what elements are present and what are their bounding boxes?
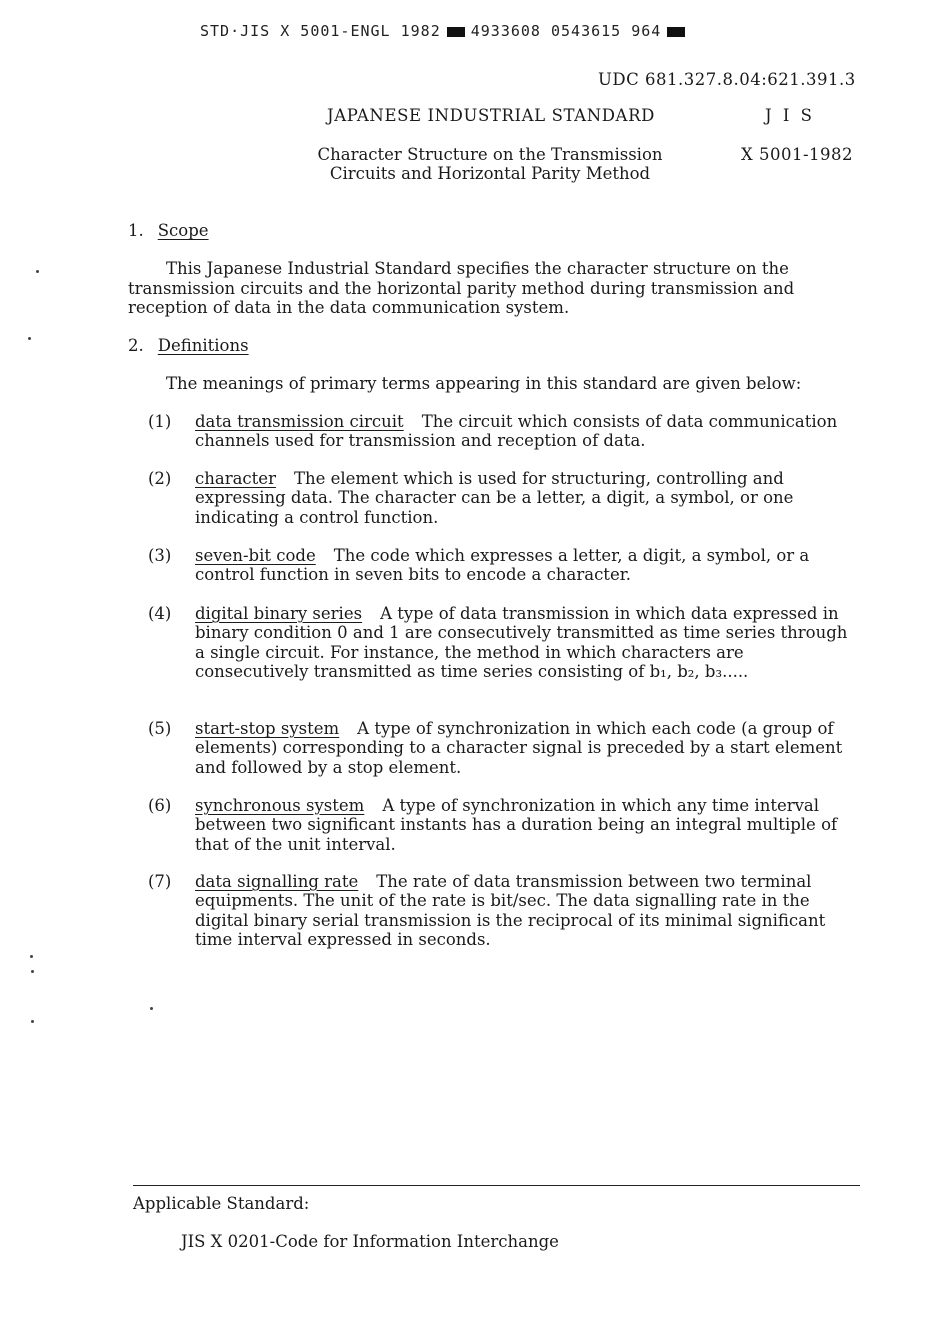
definition-term: digital binary series [195,604,363,623]
udc-code: UDC 681.327.8.04:621.391.3 [598,70,856,89]
definition-item [148,872,848,949]
definition-text: A type of synchronization in which each code (a group of elements) corresponding to a character signal is preceded by a start element and followed by a stop element. [195,719,843,777]
definitions-intro: The meanings of primary terms appearing in this standard are given below: [166,374,802,393]
scan-speck [30,955,33,958]
definition-item [148,604,848,681]
definition-number: (6) [148,796,172,815]
document-stamp [200,22,691,40]
stamp-block-mark [447,27,465,37]
definition-term: start-stop system [195,719,340,738]
stamp-code: STD·JIS X 5001-ENGL 1982 [200,22,441,40]
stamp-serial: 4933608 0543615 964 [470,22,662,40]
definition-text: The circuit which consists of data communication channels used for transmission and reception of data. [195,412,838,451]
definition-item [148,469,848,527]
document-title: Character Structure on the Transmission Circuits and Horizontal Parity Method [317,145,663,183]
definition-term: data transmission circuit [195,412,404,431]
jis-mark: J I S [765,106,815,125]
scan-speck [150,1007,153,1010]
scan-speck [28,337,31,340]
definition-term: synchronous system [195,796,365,815]
definition-number: (7) [148,872,172,891]
definition-text: The rate of data transmission between two terminal equipments. The unit of the rate is bit/sec. The data signalling rate in the digital binary serial transmission is the reciprocal of its minimal significant time interval expressed in seconds. [195,872,826,949]
definition-term: seven-bit code [195,546,316,565]
document-number: X 5001-1982 [741,145,854,164]
section-heading-scope [128,221,209,240]
scan-speck [31,970,34,973]
definition-text: A type of data transmission in which data expressed in binary condition 0 and 1 are consecutively transmitted as time series through a single circuit. For instance, the method in which characters are consecutively transmitted as time series consisting of b₁, b₂, b₃..... [195,604,848,681]
scan-speck [36,270,39,273]
definition-text: A type of synchronization in which any time interval between two significant instants has a duration being an integral multiple of that of the unit interval. [195,796,838,854]
definition-text: The element which is used for structuring, controlling and expressing data. The character can be a letter, a digit, a symbol, or one indicating a control function. [195,469,794,527]
section-title: Scope [157,221,209,240]
definition-number: (3) [148,546,172,565]
definition-item [148,719,848,777]
standard-title: JAPANESE INDUSTRIAL STANDARD [327,106,655,125]
definition-number: (1) [148,412,172,431]
section-heading-definitions [128,336,249,355]
stamp-block-mark [667,27,685,37]
definition-item [148,412,848,451]
definition-text: The code which expresses a letter, a digit, a symbol, or a control function in seven bits to encode a character. [195,546,810,585]
definition-term: character [195,469,276,488]
applicable-standard-label: Applicable Standard: [133,1194,310,1213]
definition-item [148,546,848,585]
definition-number: (2) [148,469,172,488]
definition-item [148,796,848,854]
footer-divider [133,1185,860,1186]
applicable-standard-reference: JIS X 0201-Code for Information Interchange [181,1232,559,1251]
scan-speck [31,1020,34,1023]
definition-number: (5) [148,719,172,738]
definition-term: data signalling rate [195,872,359,891]
section-number: 1. [128,221,144,240]
section-title: Definitions [157,336,249,355]
definition-number: (4) [148,604,172,623]
scope-paragraph: This Japanese Industrial Standard specifies the character structure on the transmission circuits and the horizontal parity method during transmission and reception of data in the data communication system. [128,259,795,317]
section-number: 2. [128,336,144,355]
